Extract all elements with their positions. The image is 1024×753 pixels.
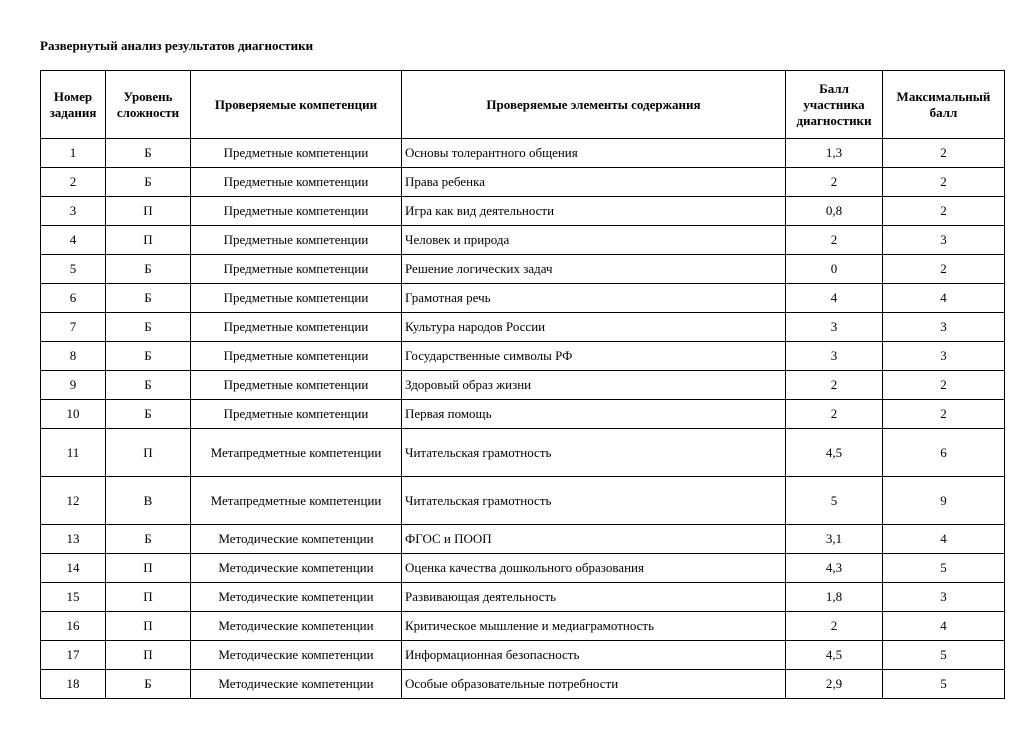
- cell-participant-score: 3: [786, 313, 883, 342]
- cell-content-element: Основы толерантного общения: [402, 139, 786, 168]
- cell-content-element: Игра как вид деятельности: [402, 197, 786, 226]
- cell-max-score: 3: [883, 342, 1005, 371]
- cell-max-score: 2: [883, 168, 1005, 197]
- table-row: [41, 255, 1005, 284]
- cell-max-score: 3: [883, 226, 1005, 255]
- cell-max-score: 3: [883, 583, 1005, 612]
- table-row: [41, 400, 1005, 429]
- cell-max-score: 2: [883, 139, 1005, 168]
- cell-participant-score: 2: [786, 371, 883, 400]
- cell-content-element: Государственные символы РФ: [402, 342, 786, 371]
- cell-competence: Предметные компетенции: [191, 255, 402, 284]
- cell-task-number: 3: [41, 197, 106, 226]
- cell-participant-score: 2: [786, 168, 883, 197]
- header-difficulty-level: Уровень сложности: [106, 71, 191, 139]
- cell-competence: Методические компетенции: [191, 612, 402, 641]
- cell-task-number: 4: [41, 226, 106, 255]
- cell-competence: Предметные компетенции: [191, 139, 402, 168]
- cell-content-element: Грамотная речь: [402, 284, 786, 313]
- cell-competence: Методические компетенции: [191, 670, 402, 699]
- cell-competence: Предметные компетенции: [191, 400, 402, 429]
- cell-content-element: Здоровый образ жизни: [402, 371, 786, 400]
- cell-max-score: 5: [883, 641, 1005, 670]
- table-row: [41, 525, 1005, 554]
- cell-max-score: 3: [883, 313, 1005, 342]
- cell-competence: Методические компетенции: [191, 583, 402, 612]
- cell-participant-score: 0: [786, 255, 883, 284]
- cell-task-number: 6: [41, 284, 106, 313]
- cell-task-number: 5: [41, 255, 106, 284]
- cell-competence: Методические компетенции: [191, 641, 402, 670]
- cell-task-number: 12: [41, 477, 106, 525]
- table-row: [41, 612, 1005, 641]
- cell-difficulty-level: Б: [106, 168, 191, 197]
- cell-task-number: 11: [41, 429, 106, 477]
- cell-participant-score: 2: [786, 400, 883, 429]
- cell-content-element: Оценка качества дошкольного образования: [402, 554, 786, 583]
- cell-competence: Предметные компетенции: [191, 197, 402, 226]
- table-row: [41, 670, 1005, 699]
- header-max-score: Максимальный балл: [883, 71, 1005, 139]
- cell-difficulty-level: Б: [106, 525, 191, 554]
- table-row: [41, 477, 1005, 525]
- cell-difficulty-level: Б: [106, 313, 191, 342]
- document-title: Развернутый анализ результатов диагностики: [40, 38, 314, 53]
- table-row: [41, 284, 1005, 313]
- header-participant-score: Балл участника диагностики: [786, 71, 883, 139]
- header-task-number: Номер задания: [41, 71, 106, 139]
- cell-competence: Предметные компетенции: [191, 168, 402, 197]
- cell-content-element: Особые образовательные потребности: [402, 670, 786, 699]
- cell-max-score: 4: [883, 284, 1005, 313]
- cell-participant-score: 4,5: [786, 429, 883, 477]
- cell-content-element: Права ребенка: [402, 168, 786, 197]
- table-row: [41, 197, 1005, 226]
- cell-participant-score: 3,1: [786, 525, 883, 554]
- cell-max-score: 4: [883, 612, 1005, 641]
- cell-content-element: Культура народов России: [402, 313, 786, 342]
- cell-participant-score: 4: [786, 284, 883, 313]
- cell-difficulty-level: Б: [106, 284, 191, 313]
- cell-participant-score: 2: [786, 612, 883, 641]
- table-row: [41, 554, 1005, 583]
- cell-content-element: Человек и природа: [402, 226, 786, 255]
- cell-participant-score: 4,3: [786, 554, 883, 583]
- cell-content-element: Развивающая деятельность: [402, 583, 786, 612]
- cell-content-element: ФГОС и ПООП: [402, 525, 786, 554]
- cell-task-number: 7: [41, 313, 106, 342]
- table-row: [41, 342, 1005, 371]
- cell-task-number: 8: [41, 342, 106, 371]
- table-row: [41, 168, 1005, 197]
- table-header-row: [41, 71, 1005, 139]
- cell-competence: Методические компетенции: [191, 554, 402, 583]
- cell-max-score: 6: [883, 429, 1005, 477]
- cell-task-number: 9: [41, 371, 106, 400]
- cell-difficulty-level: Б: [106, 400, 191, 429]
- cell-participant-score: 2: [786, 226, 883, 255]
- cell-task-number: 14: [41, 554, 106, 583]
- cell-competence: Предметные компетенции: [191, 371, 402, 400]
- cell-content-element: Критическое мышление и медиаграмотность: [402, 612, 786, 641]
- cell-max-score: 5: [883, 554, 1005, 583]
- cell-difficulty-level: П: [106, 583, 191, 612]
- cell-max-score: 2: [883, 255, 1005, 284]
- cell-difficulty-level: Б: [106, 342, 191, 371]
- cell-task-number: 17: [41, 641, 106, 670]
- table-row: [41, 371, 1005, 400]
- table-row: [41, 313, 1005, 342]
- cell-competence: Метапредметные компетенции: [191, 429, 402, 477]
- cell-competence: Методические компетенции: [191, 525, 402, 554]
- cell-max-score: 4: [883, 525, 1005, 554]
- cell-difficulty-level: В: [106, 477, 191, 525]
- cell-competence: Предметные компетенции: [191, 284, 402, 313]
- cell-competence: Метапредметные компетенции: [191, 477, 402, 525]
- cell-content-element: Читательская грамотность: [402, 429, 786, 477]
- cell-task-number: 1: [41, 139, 106, 168]
- cell-difficulty-level: П: [106, 641, 191, 670]
- cell-max-score: 9: [883, 477, 1005, 525]
- table-row: [41, 641, 1005, 670]
- table-row: [41, 429, 1005, 477]
- cell-participant-score: 4,5: [786, 641, 883, 670]
- cell-difficulty-level: П: [106, 197, 191, 226]
- cell-max-score: 2: [883, 371, 1005, 400]
- cell-task-number: 16: [41, 612, 106, 641]
- cell-max-score: 2: [883, 400, 1005, 429]
- cell-difficulty-level: Б: [106, 139, 191, 168]
- cell-difficulty-level: Б: [106, 371, 191, 400]
- cell-task-number: 15: [41, 583, 106, 612]
- cell-max-score: 2: [883, 197, 1005, 226]
- header-content-elements: Проверяемые элементы содержания: [402, 71, 786, 139]
- table-row: [41, 583, 1005, 612]
- cell-competence: Предметные компетенции: [191, 226, 402, 255]
- cell-difficulty-level: П: [106, 554, 191, 583]
- results-table: [40, 70, 1005, 699]
- cell-task-number: 13: [41, 525, 106, 554]
- cell-competence: Предметные компетенции: [191, 313, 402, 342]
- cell-participant-score: 2,9: [786, 670, 883, 699]
- cell-difficulty-level: П: [106, 612, 191, 641]
- cell-task-number: 2: [41, 168, 106, 197]
- cell-participant-score: 1,8: [786, 583, 883, 612]
- table-row: [41, 226, 1005, 255]
- cell-difficulty-level: Б: [106, 255, 191, 284]
- cell-task-number: 10: [41, 400, 106, 429]
- cell-max-score: 5: [883, 670, 1005, 699]
- cell-participant-score: 0,8: [786, 197, 883, 226]
- cell-difficulty-level: П: [106, 429, 191, 477]
- cell-content-element: Информационная безопасность: [402, 641, 786, 670]
- cell-content-element: Решение логических задач: [402, 255, 786, 284]
- cell-participant-score: 5: [786, 477, 883, 525]
- table-row: [41, 139, 1005, 168]
- header-competences: Проверяемые компетенции: [191, 71, 402, 139]
- cell-competence: Предметные компетенции: [191, 342, 402, 371]
- cell-participant-score: 3: [786, 342, 883, 371]
- cell-content-element: Первая помощь: [402, 400, 786, 429]
- cell-participant-score: 1,3: [786, 139, 883, 168]
- cell-difficulty-level: П: [106, 226, 191, 255]
- cell-task-number: 18: [41, 670, 106, 699]
- cell-difficulty-level: Б: [106, 670, 191, 699]
- cell-content-element: Читательская грамотность: [402, 477, 786, 525]
